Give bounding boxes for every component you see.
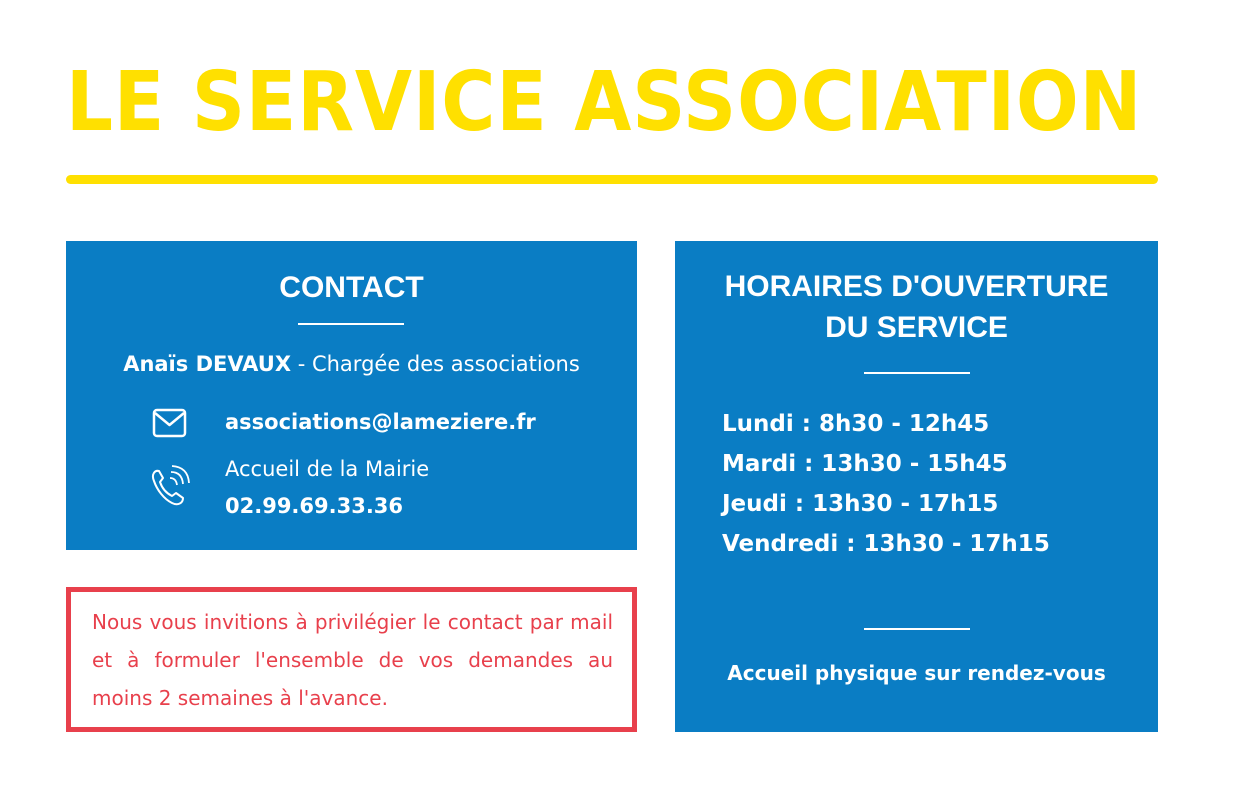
- contact-title: CONTACT: [279, 271, 424, 304]
- opening-hours-list: [722, 404, 1050, 564]
- contact-phone-number[interactable]: 02.99.69.33.36: [225, 494, 404, 518]
- contact-title-divider: [298, 323, 404, 325]
- opening-hours-monday: Lundi : 8h30 - 12h45: [722, 411, 990, 437]
- opening-hours-card: [675, 241, 1158, 732]
- hours-title-line1: HORAIRES D'OUVERTURE: [724, 270, 1109, 303]
- notice-box: [66, 587, 637, 732]
- contact-person: [66, 349, 637, 379]
- phone-ringing-icon: [148, 463, 192, 509]
- contact-email-link[interactable]: associations@lameziere.fr: [225, 410, 536, 434]
- appointment-note: Accueil physique sur rendez-vous: [727, 661, 1106, 685]
- hours-bottom-divider: [864, 628, 970, 630]
- hours-title-line2: DU SERVICE: [825, 311, 1008, 344]
- contact-card: [66, 241, 637, 550]
- hours-title-divider: [864, 372, 970, 374]
- opening-hours-tuesday: Mardi : 13h30 - 15h45: [722, 451, 1008, 477]
- title-underline: [66, 175, 1158, 184]
- page-title: LE SERVICE ASSOCIATION: [66, 55, 1143, 150]
- contact-phone-label: Accueil de la Mairie: [225, 457, 430, 481]
- contact-person-name: Anaïs DEVAUX: [123, 352, 292, 376]
- opening-hours-thursday: Jeudi : 13h30 - 17h15: [722, 491, 999, 517]
- envelope-icon: [152, 408, 187, 438]
- contact-person-role: - Chargée des associations: [291, 352, 580, 376]
- notice-text: Nous vous invitions à privilégier le contact par mail et à formuler l'ensemble de vos demandes au moins 2 semaines à l'avance.: [92, 610, 613, 710]
- opening-hours-friday: Vendredi : 13h30 - 17h15: [722, 531, 1050, 557]
